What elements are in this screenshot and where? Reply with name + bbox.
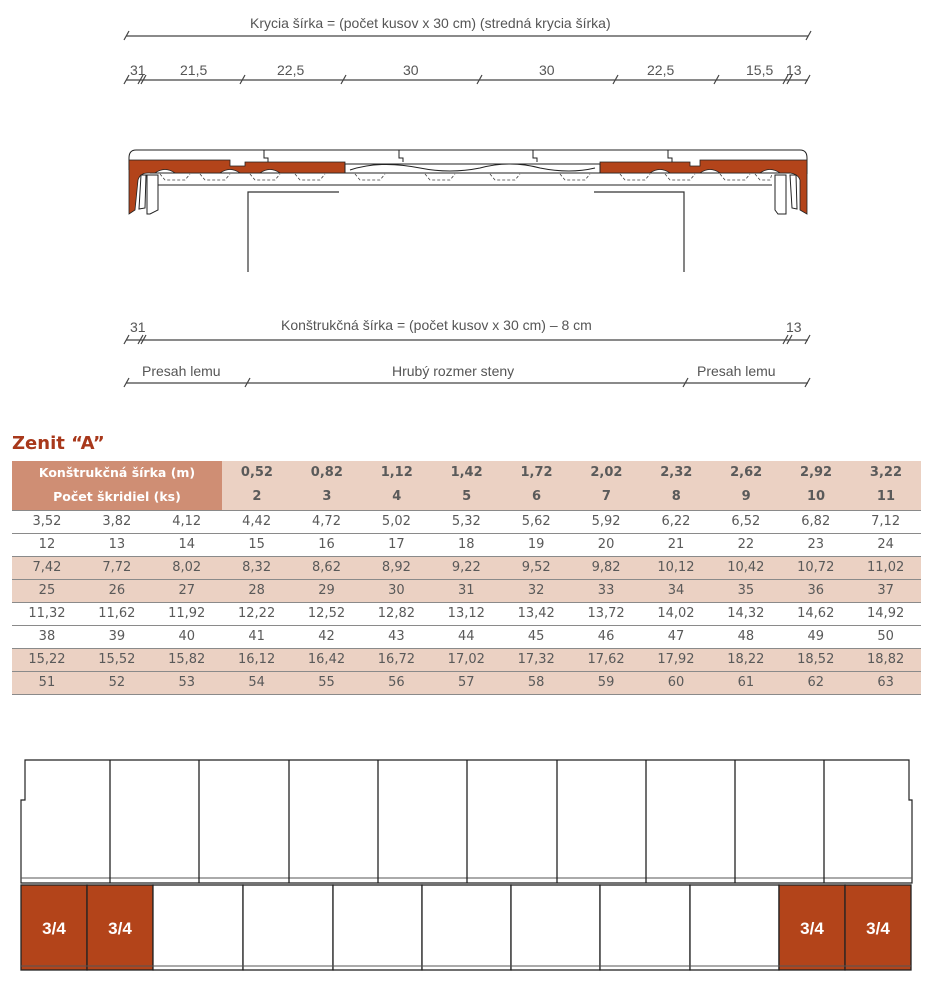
table-cell: 5,32 <box>451 514 481 529</box>
segment-label: 22,5 <box>277 62 305 78</box>
table-cell: 7,72 <box>102 560 132 575</box>
construction-right-label: 13 <box>786 319 802 335</box>
header-label-width: Konštrukčná šírka (m) <box>38 465 196 480</box>
header-width-cell: 2,92 <box>800 465 833 480</box>
table-cell: 58 <box>527 675 545 690</box>
table-cell: 8,92 <box>381 560 411 575</box>
cut-tile-left <box>129 160 345 214</box>
table-cell: 6,82 <box>801 514 831 529</box>
tile-layout <box>0 750 932 981</box>
full-tile <box>333 885 422 970</box>
cut-tile-label: 3/4 <box>866 919 890 938</box>
table-cell: 17,92 <box>657 652 695 667</box>
table-cell: 4,72 <box>312 514 341 529</box>
header-width-cell: 0,52 <box>240 465 273 480</box>
table-cell: 24 <box>877 537 894 552</box>
table-cell: 12,82 <box>377 606 415 621</box>
covering-width-label: Krycia šírka = (počet kusov x 30 cm) (stredná krycia šírka) <box>250 15 611 31</box>
table-cell: 15,52 <box>98 652 136 667</box>
table-cell: 16,12 <box>238 652 276 667</box>
table-cell: 22 <box>737 537 755 552</box>
cut-tile-label: 3/4 <box>108 919 132 938</box>
header-label-count: Počet škridiel (ks) <box>53 489 181 504</box>
table-cell: 5,62 <box>521 514 551 529</box>
table-cell: 3,52 <box>32 514 62 529</box>
header-label-cell <box>12 461 222 510</box>
wall-outline <box>248 192 684 272</box>
table-cell: 59 <box>597 675 615 690</box>
table-cell: 16,42 <box>307 652 346 667</box>
table-row <box>12 534 921 557</box>
table-cell: 61 <box>737 675 755 690</box>
table-cell: 17,32 <box>517 652 555 667</box>
header-count-cell: 3 <box>322 489 332 504</box>
table-cell: 50 <box>877 629 894 644</box>
table-cell: 11,62 <box>98 606 136 621</box>
table-cell: 8,02 <box>172 560 202 575</box>
table-cell: 60 <box>667 675 685 690</box>
full-tile <box>600 885 690 970</box>
table-cell: 11,92 <box>168 606 206 621</box>
table-cell: 13,42 <box>517 606 555 621</box>
construction-left-label: 31 <box>130 319 146 335</box>
table-cell: 31 <box>458 583 475 598</box>
table-cell: 4,12 <box>172 514 202 529</box>
header-width-cell: 2,62 <box>730 465 763 480</box>
header-count-cell: 6 <box>531 489 542 504</box>
table-cell: 36 <box>807 583 825 598</box>
table-cell: 5,92 <box>591 514 621 529</box>
segment-label: 13 <box>786 62 802 78</box>
header-width-cell: 1,42 <box>450 465 483 480</box>
header-width-cell: 1,12 <box>380 465 413 480</box>
segment-label: 22,5 <box>647 62 675 78</box>
table-cell: 25 <box>38 583 56 598</box>
table-cell: 34 <box>667 583 685 598</box>
table-cell: 56 <box>388 675 405 690</box>
table-cell: 7,12 <box>871 514 901 529</box>
table-cell: 12 <box>38 537 56 552</box>
table-cell: 6,22 <box>661 514 691 529</box>
table-cell: 54 <box>248 675 265 690</box>
cut-tile-label: 3/4 <box>42 919 66 938</box>
segment-label: 21,5 <box>180 62 208 78</box>
table-cell: 43 <box>388 629 405 644</box>
table-cell: 63 <box>877 675 894 690</box>
table-cell: 51 <box>38 675 56 690</box>
table-cell: 15 <box>248 537 265 552</box>
table-row <box>12 603 921 626</box>
roof-cross-section <box>0 130 932 280</box>
segment-label: 15,5 <box>746 62 774 78</box>
table-cell: 47 <box>667 629 685 644</box>
table-cell: 11,02 <box>867 560 905 575</box>
segment-label: 30 <box>403 62 419 78</box>
table-cell: 13,12 <box>447 606 485 621</box>
cut-tile-label: 3/4 <box>800 919 824 938</box>
table-cell: 26 <box>108 583 126 598</box>
table-cell: 14,92 <box>867 606 905 621</box>
table-cell: 12,52 <box>307 606 346 621</box>
header-width-cell: 0,82 <box>310 465 343 480</box>
overlap-right-label: Presah lemu <box>697 363 776 379</box>
table-cell: 15,82 <box>168 652 206 667</box>
construction-width-label: Konštrukčná šírka = (počet kusov x 30 cm) – 8 cm <box>281 317 592 333</box>
table-cell: 35 <box>737 583 755 598</box>
header-counts-row <box>222 485 921 509</box>
table-cell: 23 <box>807 537 825 552</box>
table-cell: 52 <box>108 675 126 690</box>
table-cell: 10,42 <box>727 560 765 575</box>
table-cell: 19 <box>527 537 545 552</box>
full-tile <box>690 885 779 970</box>
table-cell: 29 <box>318 583 335 598</box>
table-cell: 10,72 <box>797 560 835 575</box>
header-count-cell: 11 <box>876 489 895 504</box>
table-cell: 18,22 <box>727 652 765 667</box>
table-row <box>12 580 921 603</box>
table-cell: 27 <box>178 583 195 598</box>
table-cell: 14,02 <box>657 606 695 621</box>
table-cell: 41 <box>248 629 265 644</box>
table-cell: 57 <box>458 675 475 690</box>
overlap-left-label: Presah lemu <box>142 363 221 379</box>
table-title: Zenit “A” <box>12 433 105 454</box>
table-cell: 16 <box>318 537 335 552</box>
full-tile <box>243 885 333 970</box>
table-cell: 14,32 <box>727 606 765 621</box>
table-cell: 20 <box>597 537 615 552</box>
table-row <box>12 557 921 580</box>
table-cell: 11,32 <box>28 606 66 621</box>
table-cell: 15,22 <box>28 652 66 667</box>
table-cell: 3,82 <box>102 514 132 529</box>
table-row <box>12 672 921 695</box>
table-cell: 17 <box>388 537 405 552</box>
table-row <box>12 649 921 672</box>
header-count-cell: 10 <box>807 489 826 504</box>
table-cell: 9,82 <box>591 560 621 575</box>
header-count-cell: 7 <box>601 489 611 504</box>
table-cell: 49 <box>807 629 825 644</box>
full-tile <box>511 885 600 970</box>
table-cell: 17,02 <box>447 652 485 667</box>
segment-label: 30 <box>539 62 555 78</box>
table-cell: 8,32 <box>242 560 272 575</box>
table-header <box>12 461 921 511</box>
table-cell: 37 <box>877 583 894 598</box>
table-cell: 55 <box>318 675 335 690</box>
table-cell: 7,42 <box>32 560 62 575</box>
table-cell: 10,12 <box>657 560 695 575</box>
table-cell: 18,82 <box>867 652 905 667</box>
table-cell: 12,22 <box>238 606 276 621</box>
header-count-cell: 9 <box>741 489 751 504</box>
header-width-cell: 2,02 <box>590 465 623 480</box>
table-cell: 28 <box>248 583 265 598</box>
table-row <box>12 626 921 649</box>
full-tile <box>153 885 243 970</box>
table-cell: 16,72 <box>377 652 415 667</box>
header-widths-row <box>222 461 921 485</box>
table-cell: 9,22 <box>451 560 481 575</box>
table-cell: 62 <box>807 675 825 690</box>
table-cell: 21 <box>667 537 685 552</box>
header-count-cell: 4 <box>392 489 402 504</box>
table-cell: 48 <box>737 629 755 644</box>
header-count-cell: 5 <box>462 489 472 504</box>
table-cell: 30 <box>388 583 405 598</box>
header-width-cell: 2,32 <box>660 465 693 480</box>
header-width-cell: 3,22 <box>869 465 902 480</box>
table-cell: 6,52 <box>731 514 761 529</box>
table-cell: 18 <box>458 537 475 552</box>
table-cell: 4,42 <box>242 514 272 529</box>
table-cell: 44 <box>458 629 475 644</box>
table-cell: 14 <box>178 537 195 552</box>
rough-wall-label: Hrubý rozmer steny <box>392 363 515 379</box>
table-cell: 40 <box>178 629 195 644</box>
table-cell: 32 <box>527 583 545 598</box>
table-row <box>12 511 921 534</box>
table-cell: 42 <box>318 629 335 644</box>
table-cell: 14,62 <box>797 606 835 621</box>
table-cell: 18,52 <box>797 652 835 667</box>
segment-label: 31 <box>130 62 146 78</box>
table-cell: 8,62 <box>312 560 341 575</box>
table-cell: 53 <box>178 675 195 690</box>
table-cell: 13 <box>108 537 126 552</box>
table-cell: 38 <box>38 629 56 644</box>
table-cell: 9,52 <box>521 560 551 575</box>
header-count-cell: 2 <box>252 489 262 504</box>
header-width-cell: 1,72 <box>520 465 553 480</box>
table-cell: 46 <box>597 629 615 644</box>
header-count-cell: 8 <box>671 489 681 504</box>
table-cell: 39 <box>108 629 126 644</box>
table-cell: 13,72 <box>587 606 625 621</box>
table-cell: 45 <box>527 629 545 644</box>
table-cell: 5,02 <box>381 514 411 529</box>
full-tile <box>422 885 511 970</box>
table-body <box>12 511 921 695</box>
table-cell: 33 <box>597 583 615 598</box>
table-cell: 17,62 <box>587 652 625 667</box>
